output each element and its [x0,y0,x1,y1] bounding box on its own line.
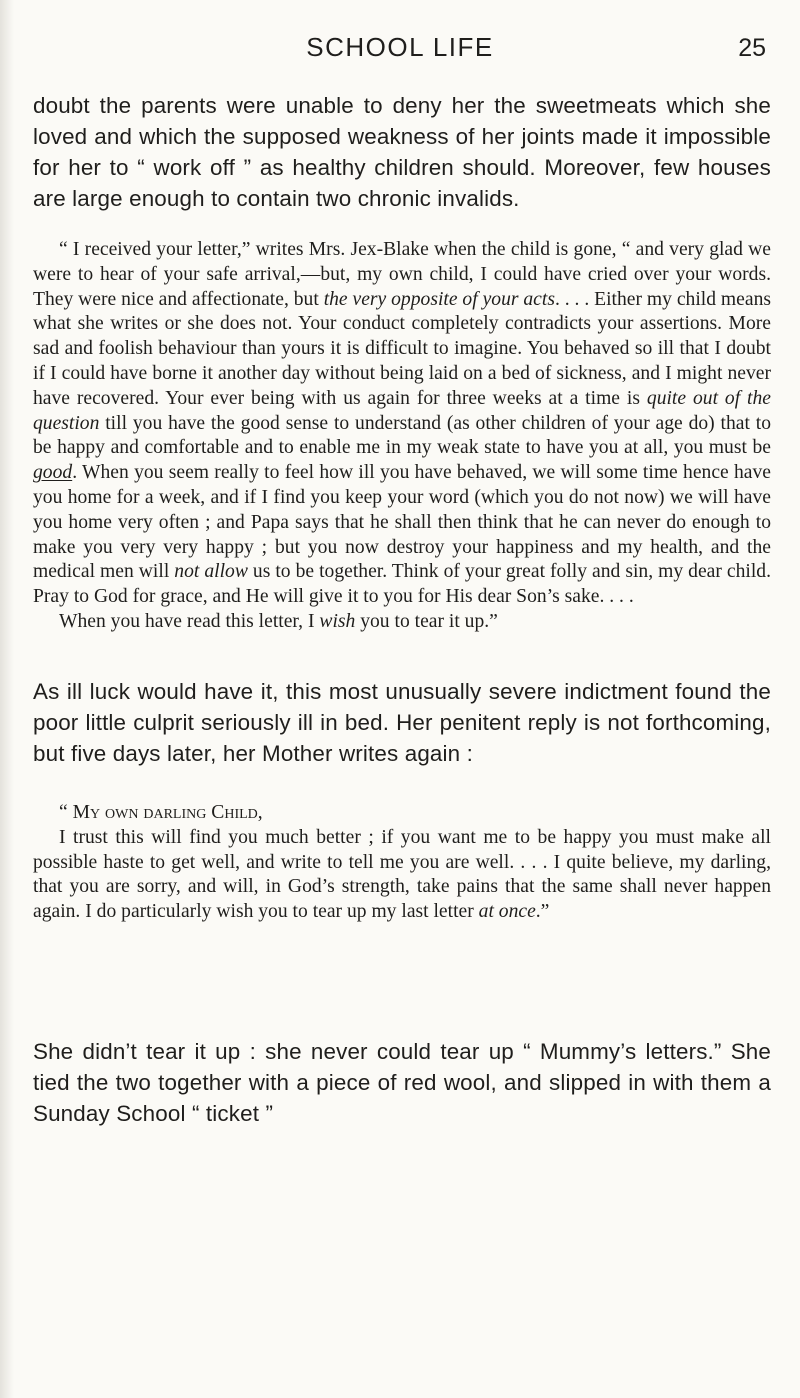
letter-text: When you have read this letter, I [59,610,320,632]
letter-text: I trust this will find you much better ; if you want me to be happy you must make all possible haste to get well, and write to tell me you are well. . . . I quite believe, my darling, that you are sorry, and will, in God’s strength, take pains that the same shall never happen again. I do particularly wish you to tear up my last letter [33,826,771,923]
quoted-letter-1 [33,238,771,635]
open-quote: “ [59,802,73,823]
body-paragraph-1 [33,90,771,214]
page-number: 25 [738,34,766,62]
underlined-emphasis: good [33,462,73,484]
letter-text: .” [535,901,550,923]
emphasis-text: not allow [174,561,248,583]
letter-2-salutation [33,801,771,826]
emphasis-text: quite out of the question [33,387,771,434]
letter-text: “ I received your letter,” writes Mrs. Jex-Blake when the child is gone, “ and very glad we were to hear of your safe arrival,—but, my own child, I could have cried over your words. They were nice and affectionate, but [33,239,771,310]
body-paragraph-3 [33,1036,771,1129]
letter-2-body [33,826,771,925]
quoted-letter-2 [33,801,771,925]
letter-1-body [33,238,771,610]
paragraph-text: doubt the parents were unable to deny her the sweetmeats which she loved and which the supposed weakness of her joints made it impossible for her to “ work off ” as healthy children should. Moreover, few houses are large enough to contain two chronic invalids. [33,93,771,211]
emphasis-text: the very opposite of your acts [323,288,555,310]
letter-text: . . . . Either my child means what she writes or she does not. Your conduct completely contradicts your assertions. More sad and foolish behaviour than yours it is difficult to imagine. You behaved so ill that I doubt if I could have borne it another day without being laid on a bed of sickness, and I might never have recovered. Your ever being with us again for three weeks at a time is [33,288,771,409]
emphasis-text: wish [319,610,356,632]
letter-text: till you have the good sense to understand (as other children of your age do) that to be happy and comfortable and to enable me in my weak state to have you at all, you must be [33,412,771,459]
paragraph-text: She didn’t tear it up : she never could tear up “ Mummy’s letters.” She tied the two together with a piece of red wool, and slipped in with them a Sunday School “ ticket ” [33,1039,771,1126]
paragraph-text: As ill luck would have it, this most unusually severe indictment found the poor little culprit seriously ill in bed. Her penitent reply is not forthcoming, but five days later, her Mother writes again : [33,679,771,766]
letter-text: us to be together. Think of your great folly and sin, my dear child. Pray to God for grace, and He will give it to you for His dear Son’s sake. . . . [33,561,771,608]
emphasis-text: at once [478,901,536,923]
running-title: SCHOOL LIFE [306,32,494,62]
letter-text: . When you seem really to feel how ill you have behaved, we will some time hence have you home for a week, and if I find you keep your word (which you do not now) we will have you home very often ; and Papa says that he shall then think that he can never do enough to make you very very happy ; but you now destroy your happiness and my health, and the medical men will [33,462,771,583]
page-gutter-shadow [0,0,14,1398]
running-header [0,30,800,64]
salutation-text: My own darling Child, [72,802,263,823]
letter-1-closing [33,610,771,635]
letter-text: you to tear it up.” [355,610,498,632]
body-paragraph-2 [33,676,771,769]
